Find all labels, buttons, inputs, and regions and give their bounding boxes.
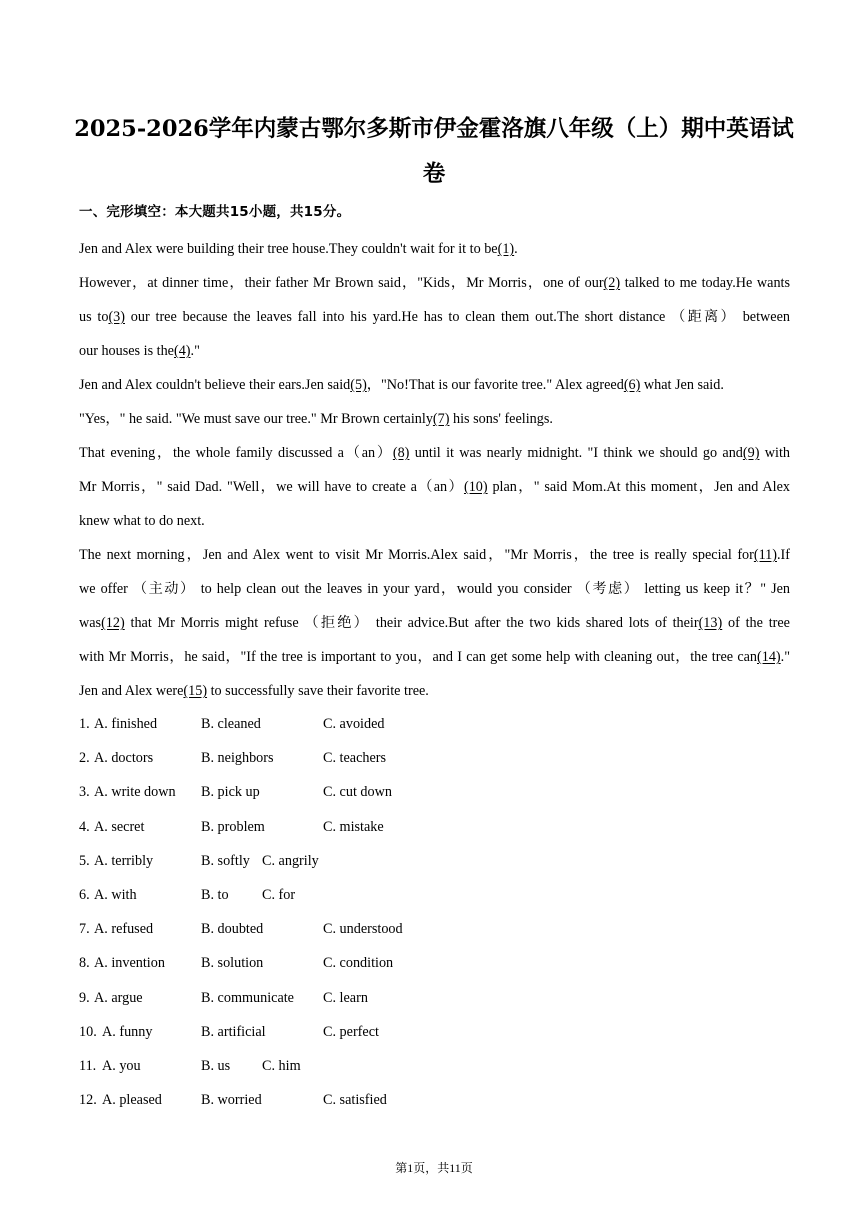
passage-line [79, 504, 790, 538]
option-c: C. him [262, 1058, 301, 1074]
passage-text: knew what to do next. [79, 513, 205, 529]
question-number: 8. [79, 955, 90, 972]
passage-line [79, 436, 790, 470]
option-b: B. artificial [201, 1023, 266, 1040]
passage-line [79, 402, 790, 436]
passage-line [79, 606, 790, 640]
option-c: C. learn [323, 989, 368, 1006]
blank-number: (1) [497, 241, 515, 257]
passage-line [79, 266, 790, 300]
option-c: C. mistake [323, 818, 384, 835]
question-number: 4. [79, 818, 90, 835]
option-a: A. doctors [94, 750, 154, 767]
passage-text: talked to me today.He wants [620, 275, 790, 291]
option-b: B. to [201, 887, 229, 903]
option-a: A. invention [94, 955, 165, 972]
section-heading-cloze: 一、完形填空：本大题共15小题，共15分。 [79, 204, 351, 220]
blank-number: (14) [757, 649, 781, 665]
option-b: B. neighbors [201, 750, 274, 767]
passage-text: Mr Morris，" said Dad. "Well，we will have to create a（an） [79, 479, 464, 495]
option-a: A. terribly [94, 852, 154, 869]
passage-text: .If [777, 547, 790, 563]
blank-number: (7) [432, 411, 450, 427]
passage-text: ." [780, 649, 790, 665]
blank-number: (15) [183, 683, 208, 699]
option-a: A. funny [102, 1023, 153, 1040]
passage-text: we offer （主动） to help clean out the leaves in your yard，would you consider （考虑） letting us keep it？" Jen [79, 581, 790, 597]
passage-text: us to [79, 309, 109, 325]
option-c: C. for [262, 887, 296, 903]
blank-number: (2) [603, 275, 621, 291]
passage-line [79, 300, 790, 334]
passage-line [79, 538, 790, 572]
passage-text: with Mr Morris，he said，"If the tree is important to you，and I can get some help with cleaning out，the tree can [79, 649, 758, 665]
passage-line [79, 368, 790, 402]
passage-text: to successfully save their favorite tree. [207, 683, 429, 699]
option-a: A. write down [94, 784, 176, 801]
option-c: C. angrily [262, 852, 319, 869]
blank-number: (6) [623, 377, 641, 393]
option-b: B. problem [201, 818, 265, 835]
option-a: A. pleased [102, 1092, 162, 1109]
passage-text: "Yes，" he said. "We must save our tree." Mr Brown certainly [79, 411, 433, 427]
option-b: B. communicate [201, 989, 294, 1006]
passage-text: However，at dinner time，their father Mr Brown said，"Kids，Mr Morris，one of our [79, 275, 604, 291]
option-b: B. softly [201, 852, 250, 869]
passage-text: Jen and Alex were [79, 683, 184, 699]
option-a: A. argue [94, 989, 143, 1006]
option-c: C. avoided [323, 716, 385, 732]
passage-text: ，"No!That is our favorite tree." Alex agreed [366, 377, 624, 393]
option-a: A. secret [94, 818, 145, 835]
question-number: 7. [79, 921, 90, 938]
option-c: C. condition [323, 955, 394, 972]
passage-line [79, 232, 790, 266]
option-b: B. doubted [201, 921, 264, 938]
blank-number: (11) [753, 547, 777, 563]
question-number: 1. [79, 716, 90, 732]
blank-number: (5) [350, 377, 367, 393]
question-number: 6. [79, 887, 90, 903]
passage-text: Jen and Alex were building their tree house.They couldn't wait for it to be [79, 241, 498, 257]
option-b: B. us [201, 1058, 231, 1074]
passage-text: with [759, 445, 790, 461]
question-number: 12. [79, 1092, 97, 1109]
option-b: B. worried [201, 1092, 262, 1109]
exam-title-line2: 卷 [422, 161, 446, 187]
page-footer: 第1页，共11页 [395, 1161, 473, 1175]
passage-text: That evening，the whole family discussed a（an） [79, 445, 393, 461]
passage-text: . [514, 241, 518, 257]
passage-line [79, 640, 790, 674]
passage-text: his sons' feelings. [449, 411, 553, 427]
question-number: 2. [79, 750, 90, 767]
passage-text: ." [190, 343, 200, 359]
blank-number: (10) [463, 479, 488, 495]
blank-number: (9) [742, 445, 760, 461]
blank-number: (4) [173, 343, 191, 359]
passage-text: plan，" said Mom.At this moment，Jen and Alex [487, 479, 790, 495]
passage-text: our tree because the leaves fall into his yard.He has to clean them out.The short distance （距离） between [125, 309, 790, 325]
passage-text: until it was nearly midnight. "I think we should go and [409, 445, 743, 461]
option-a: A. refused [94, 921, 154, 938]
option-c: C. understood [323, 921, 403, 938]
question-number: 5. [79, 852, 90, 869]
option-c: C. teachers [323, 750, 387, 767]
option-c: C. satisfied [323, 1092, 387, 1109]
blank-number: (8) [392, 445, 410, 461]
option-c: C. perfect [323, 1023, 379, 1040]
option-a: A. with [94, 887, 137, 903]
passage-text: of the tree [722, 615, 790, 631]
passage-line [79, 572, 790, 606]
option-c: C. cut down [323, 784, 392, 801]
passage-text: The next morning，Jen and Alex went to visit Mr Morris.Alex said，"Mr Morris，the tree is really special for [79, 547, 754, 563]
option-a: A. you [102, 1058, 141, 1074]
passage-line [79, 470, 790, 504]
passage-line [79, 674, 790, 708]
option-b: B. solution [201, 955, 264, 972]
question-number: 3. [79, 784, 90, 801]
exam-title-line1: 2025-2026学年内蒙古鄂尔多斯市伊金霍洛旗八年级（上）期中英语试 [74, 116, 794, 142]
option-b: B. cleaned [201, 716, 261, 732]
option-a: A. finished [94, 716, 158, 732]
passage-line [79, 334, 790, 368]
question-number: 9. [79, 989, 90, 1006]
question-number: 10. [79, 1023, 97, 1040]
question-number: 11. [79, 1058, 97, 1074]
passage-text: was [79, 615, 102, 631]
passage-text: that Mr Morris might refuse （拒绝） their advice.But after the two kids shared lots of their [124, 615, 699, 631]
blank-number: (12) [101, 615, 125, 631]
blank-number: (3) [108, 309, 125, 325]
passage-text: Jen and Alex couldn't believe their ears.Jen said [79, 377, 351, 393]
blank-number: (13) [698, 615, 723, 631]
passage-text: our houses is the [79, 343, 174, 359]
option-b: B. pick up [201, 784, 260, 801]
passage-text: what Jen said. [640, 377, 724, 393]
